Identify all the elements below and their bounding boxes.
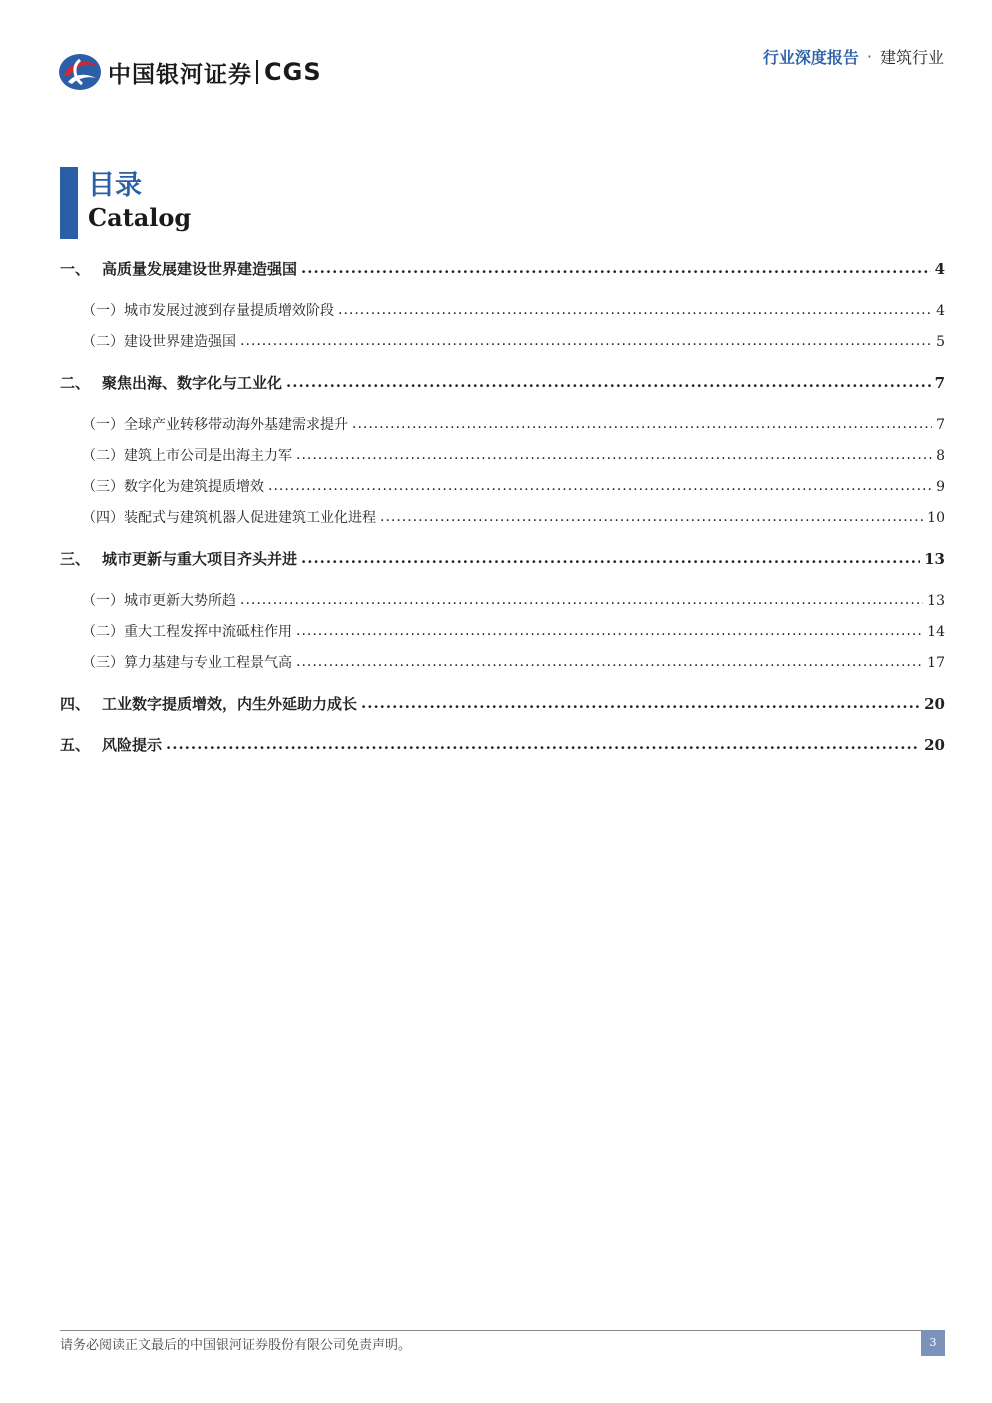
toc-dot-leader	[380, 508, 923, 522]
toc-entry-page: 13	[927, 593, 945, 609]
toc-dot-leader	[296, 446, 932, 460]
toc-entry-page: 10	[927, 510, 945, 526]
toc-entry[interactable]	[60, 300, 945, 320]
toc-entry[interactable]	[60, 414, 945, 434]
cgs-logo-mark-icon	[58, 52, 102, 92]
toc-entry-page: 4	[936, 303, 945, 319]
toc-entry-page: 14	[927, 624, 945, 640]
toc-dot-leader	[166, 735, 920, 750]
toc-entry-page: 9	[936, 479, 945, 495]
toc-entry[interactable]	[60, 621, 945, 641]
toc-entry-label: 聚焦出海、数字化与工业化	[102, 374, 283, 392]
company-logo	[58, 52, 322, 92]
title-accent-bar	[60, 167, 78, 239]
logo-name-en: CGS	[264, 58, 322, 86]
toc-entry[interactable]	[60, 734, 945, 755]
toc-entry-label: 城市更新与重大项目齐头并进	[102, 550, 298, 568]
toc-entry-number: （二）	[82, 624, 124, 640]
toc-entry-number: （四）	[82, 510, 124, 526]
logo-name-cn: 中国银河证券	[108, 61, 252, 88]
toc-entry[interactable]	[60, 590, 945, 610]
report-type-label	[763, 45, 944, 68]
toc-entry[interactable]	[60, 476, 945, 496]
toc-dot-leader	[301, 549, 920, 564]
toc-dot-leader	[286, 373, 931, 388]
toc-entry-label: 装配式与建筑机器人促进建筑工业化进程	[124, 510, 376, 526]
toc-dot-leader	[352, 415, 932, 429]
report-type-separator: ·	[866, 47, 872, 66]
toc-dot-leader	[240, 591, 923, 605]
footer-divider	[60, 1330, 945, 1331]
toc-entry-label: 建筑上市公司是出海主力军	[124, 448, 292, 464]
toc-entry-page: 7	[936, 417, 945, 433]
toc-entry-number: 五、	[60, 736, 91, 754]
toc-dot-leader	[296, 622, 923, 636]
toc-entry-page: 17	[927, 655, 945, 671]
toc-dot-leader	[296, 653, 923, 667]
toc-entry-label: 全球产业转移带动海外基建需求提升	[124, 417, 348, 433]
toc-entry[interactable]	[60, 693, 945, 714]
toc-entry-label: 高质量发展建设世界建造强国	[102, 260, 298, 278]
toc-entry-page: 20	[924, 695, 945, 713]
toc-entry-number: （二）	[82, 448, 124, 464]
toc-entry-page: 7	[934, 374, 945, 392]
toc-entry[interactable]	[60, 548, 945, 569]
toc-entry-label: 风险提示	[102, 736, 163, 754]
toc-dot-leader	[361, 694, 920, 709]
logo-separator	[256, 60, 258, 84]
toc-entry-label: 建设世界建造强国	[124, 334, 236, 350]
toc-entry-number: 二、	[60, 374, 91, 392]
toc-entry-page: 5	[936, 334, 945, 350]
toc-entry[interactable]	[60, 258, 945, 279]
toc-entry[interactable]	[60, 507, 945, 527]
toc-entry-label: 重大工程发挥中流砥柱作用	[124, 624, 292, 640]
toc-entry-label: 工业数字提质增效，内生外延助力成长	[102, 695, 358, 713]
toc-entry-number: （三）	[82, 479, 124, 495]
footer-disclaimer: 请务必阅读正文最后的中国银河证券股份有限公司免责声明。	[60, 1338, 412, 1353]
toc-entry-number: （一）	[82, 417, 124, 433]
toc-entry-number: 一、	[60, 260, 91, 278]
report-type: 行业深度报告	[762, 48, 859, 67]
page-header	[0, 0, 992, 110]
toc-entry-page: 20	[924, 736, 945, 754]
toc-entry[interactable]	[60, 331, 945, 351]
page-number: 3	[921, 1330, 945, 1356]
toc-dot-leader	[268, 477, 932, 491]
toc-entry[interactable]	[60, 372, 945, 393]
title-cn: 目录	[88, 170, 142, 201]
industry-label: 建筑行业	[879, 48, 944, 67]
toc-entry-number: （三）	[82, 655, 124, 671]
toc-entry-number: （一）	[82, 303, 124, 319]
toc-entry-number: 三、	[60, 550, 91, 568]
toc-entry[interactable]	[60, 445, 945, 465]
toc-dot-leader	[338, 301, 932, 315]
toc-entry-number: （一）	[82, 593, 124, 609]
toc-dot-leader	[301, 259, 931, 274]
toc-entry-label: 数字化为建筑提质增效	[124, 479, 264, 495]
toc-entry-label: 城市更新大势所趋	[124, 593, 236, 609]
toc-entry-number: 四、	[60, 695, 91, 713]
toc-entry-number: （二）	[82, 334, 124, 350]
toc-entry-label: 算力基建与专业工程景气高	[124, 655, 292, 671]
title-en: Catalog	[88, 203, 192, 232]
toc-entry-page: 4	[934, 260, 945, 278]
toc-entry-label: 城市发展过渡到存量提质增效阶段	[124, 303, 334, 319]
toc-entry-page: 13	[924, 550, 945, 568]
toc-dot-leader	[240, 332, 932, 346]
toc-entry[interactable]	[60, 652, 945, 672]
toc-entry-page: 8	[936, 448, 945, 464]
